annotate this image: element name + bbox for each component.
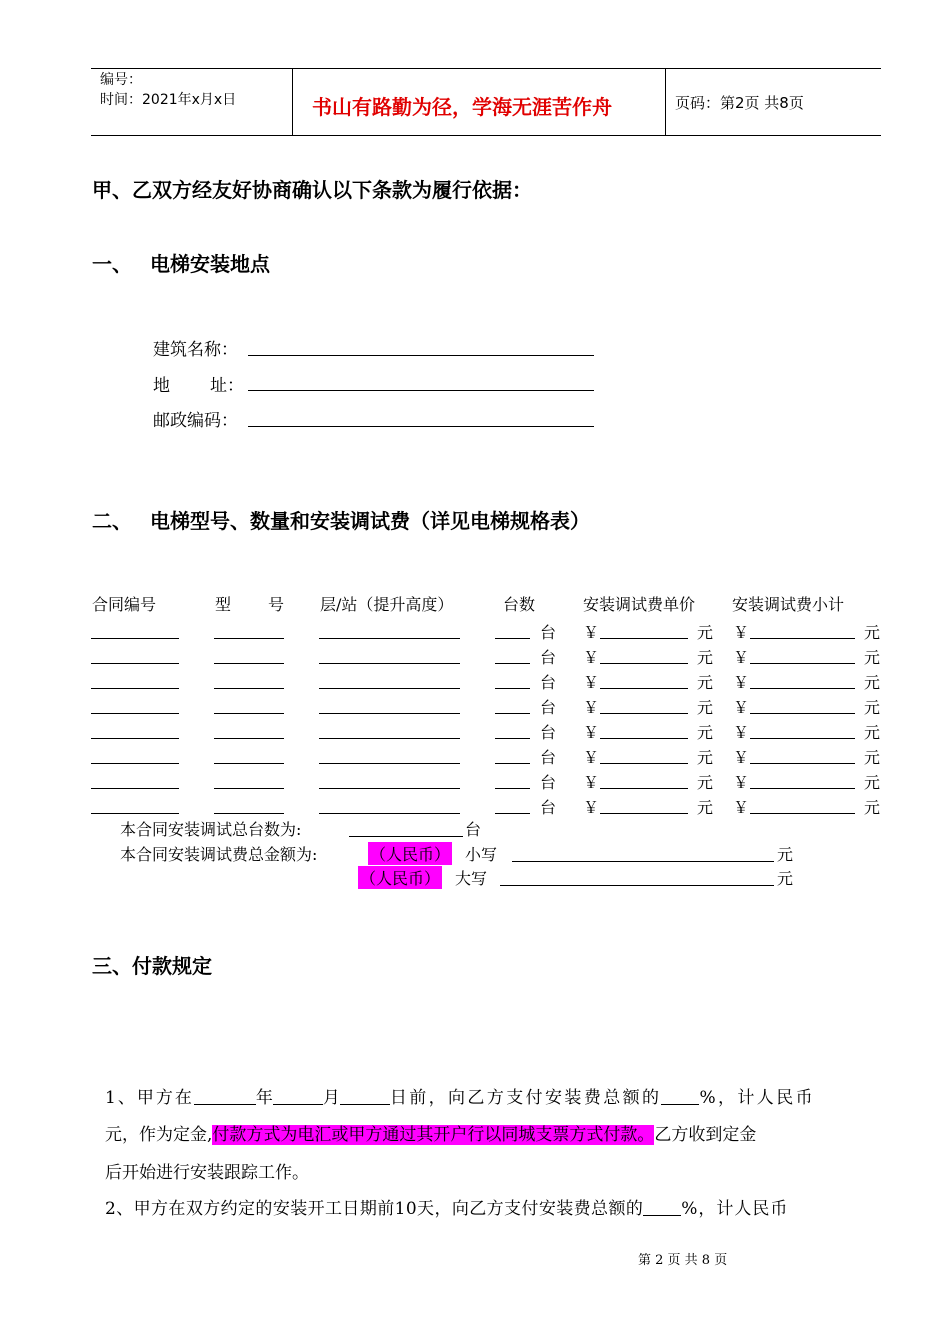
row-subtotal-yuan: 元 <box>864 723 881 742</box>
p1-text-c: 月 <box>322 1088 340 1108</box>
col-unit-price: 安装调试费单价 <box>583 595 696 614</box>
p1-line3: 后开始进行安装跟踪工作。 <box>105 1163 309 1183</box>
row-units-field[interactable] <box>495 813 530 814</box>
row-subtotal-field[interactable] <box>750 738 855 739</box>
p2-line1 <box>105 1191 788 1227</box>
row-model-field[interactable] <box>214 763 284 764</box>
row-price-currency: ￥ <box>583 798 600 817</box>
row-subtotal-yuan: 元 <box>864 648 881 667</box>
uppercase-yuan: 元 <box>777 869 794 888</box>
lowercase-yuan: 元 <box>777 845 794 864</box>
row-contract-no-field[interactable] <box>91 638 179 639</box>
row-price-yuan: 元 <box>697 698 714 717</box>
intro-text: 甲、乙双方经友好协商确认以下条款为履行依据： <box>92 178 532 202</box>
row-model-field[interactable] <box>214 813 284 814</box>
row-price-field[interactable] <box>600 813 688 814</box>
row-units-suffix: 台 <box>540 798 557 817</box>
row-price-yuan: 元 <box>697 648 714 667</box>
uppercase-amount-field[interactable] <box>500 885 774 886</box>
row-subtotal-yuan: 元 <box>864 673 881 692</box>
col-contract-no: 合同编号 <box>92 595 157 614</box>
row-units-suffix: 台 <box>540 748 557 767</box>
p1-line2-a: 元，作为定金, <box>105 1125 213 1145</box>
uppercase-label: 大写 <box>455 869 488 888</box>
row-subtotal-currency: ￥ <box>733 698 750 717</box>
row-units-suffix: 台 <box>540 698 557 717</box>
row-subtotal-yuan: 元 <box>864 748 881 767</box>
row-units-suffix: 台 <box>540 673 557 692</box>
p1-day-blank[interactable] <box>340 1086 390 1105</box>
row-floors-field[interactable] <box>319 688 460 689</box>
header-time-label: 时间：2021年x月x日 <box>100 92 237 108</box>
header-divider-right <box>665 68 666 136</box>
row-price-currency: ￥ <box>583 773 600 792</box>
row-units-suffix: 台 <box>540 623 557 642</box>
header-bottom-border <box>91 135 881 136</box>
row-price-yuan: 元 <box>697 748 714 767</box>
row-contract-no-field[interactable] <box>91 813 179 814</box>
lowercase-label: 小写 <box>465 845 498 864</box>
p1-text-a: 1、甲方在 <box>105 1088 194 1108</box>
row-floors-field[interactable] <box>319 663 460 664</box>
rmb-tag-uppercase: （人民币） <box>358 866 442 889</box>
row-contract-no-field[interactable] <box>91 788 179 789</box>
row-subtotal-currency: ￥ <box>733 798 750 817</box>
row-subtotal-field[interactable] <box>750 688 855 689</box>
p2-text-b: %，计人民币 <box>681 1199 789 1219</box>
row-price-yuan: 元 <box>697 723 714 742</box>
row-price-yuan: 元 <box>697 673 714 692</box>
row-units-suffix: 台 <box>540 773 557 792</box>
total-units-label: 本合同安装调试总台数为: <box>120 820 302 839</box>
row-contract-no-field[interactable] <box>91 713 179 714</box>
row-floors-field[interactable] <box>319 738 460 739</box>
building-name-field[interactable] <box>248 355 594 356</box>
section3-title: 三、付款规定 <box>92 954 212 978</box>
header-slogan: 书山有路勤为径，学海无涯苦作舟 <box>312 95 612 119</box>
row-price-currency: ￥ <box>583 698 600 717</box>
address-label-b: 址： <box>210 376 244 396</box>
postcode-field[interactable] <box>248 426 594 427</box>
section2-number: 二、 <box>92 509 132 533</box>
row-subtotal-yuan: 元 <box>864 623 881 642</box>
row-contract-no-field[interactable] <box>91 663 179 664</box>
row-subtotal-currency: ￥ <box>733 673 750 692</box>
lowercase-amount-field[interactable] <box>512 861 774 862</box>
row-subtotal-currency: ￥ <box>733 723 750 742</box>
header-top-border <box>91 68 881 69</box>
postcode-label: 邮政编码： <box>153 411 238 431</box>
row-units-field[interactable] <box>495 738 530 739</box>
row-subtotal-yuan: 元 <box>864 773 881 792</box>
p1-line2-b: 乙方收到定金 <box>654 1125 757 1145</box>
row-subtotal-currency: ￥ <box>733 748 750 767</box>
header-page-label: 页码：第2页 共8页 <box>675 94 804 112</box>
row-price-field[interactable] <box>600 763 688 764</box>
row-price-field[interactable] <box>600 688 688 689</box>
row-price-yuan: 元 <box>697 773 714 792</box>
row-contract-no-field[interactable] <box>91 738 179 739</box>
row-units-suffix: 台 <box>540 723 557 742</box>
row-price-currency: ￥ <box>583 748 600 767</box>
p2-percent-blank[interactable] <box>643 1197 681 1216</box>
row-price-currency: ￥ <box>583 723 600 742</box>
row-model-field[interactable] <box>214 638 284 639</box>
row-units-suffix: 台 <box>540 648 557 667</box>
row-subtotal-field[interactable] <box>750 813 855 814</box>
address-field[interactable] <box>248 390 594 391</box>
row-price-currency: ￥ <box>583 673 600 692</box>
building-name-label: 建筑名称： <box>153 340 238 360</box>
p2-text-a: 2、甲方在双方约定的安装开工日期前10天，向乙方支付安装费总额的 <box>105 1199 644 1219</box>
p1-text-d: 日前，向乙方支付安装费总额的 <box>389 1088 662 1108</box>
col-model-a: 型 <box>215 595 232 614</box>
row-price-currency: ￥ <box>583 648 600 667</box>
row-subtotal-field[interactable] <box>750 713 855 714</box>
row-price-yuan: 元 <box>697 623 714 642</box>
row-subtotal-yuan: 元 <box>864 698 881 717</box>
row-subtotal-currency: ￥ <box>733 623 750 642</box>
col-subtotal: 安装调试费小计 <box>732 595 845 614</box>
row-subtotal-field[interactable] <box>750 763 855 764</box>
row-subtotal-field[interactable] <box>750 788 855 789</box>
section1-title: 电梯安装地点 <box>150 252 270 276</box>
row-units-field[interactable] <box>495 788 530 789</box>
col-units: 台数 <box>503 595 536 614</box>
p1-line1 <box>105 1080 881 1116</box>
p1-month-blank[interactable] <box>273 1086 323 1105</box>
row-units-field[interactable] <box>495 688 530 689</box>
row-price-field[interactable] <box>600 713 688 714</box>
row-contract-no-field[interactable] <box>91 688 179 689</box>
p1-line2 <box>105 1117 756 1153</box>
row-model-field[interactable] <box>214 688 284 689</box>
row-floors-field[interactable] <box>319 813 460 814</box>
row-price-field[interactable] <box>600 638 688 639</box>
row-price-yuan: 元 <box>697 798 714 817</box>
row-units-field[interactable] <box>495 713 530 714</box>
section1-number: 一、 <box>92 252 132 276</box>
row-units-field[interactable] <box>495 763 530 764</box>
p1-text-b: 年 <box>255 1088 273 1108</box>
p1-text-e: %，计人民币 <box>699 1088 815 1108</box>
row-subtotal-yuan: 元 <box>864 798 881 817</box>
row-units-field[interactable] <box>495 663 530 664</box>
row-price-field[interactable] <box>600 788 688 789</box>
total-units-suffix: 台 <box>465 820 482 839</box>
row-subtotal-currency: ￥ <box>733 648 750 667</box>
row-price-field[interactable] <box>600 738 688 739</box>
page-footer: 第 2 页 共 8 页 <box>638 1253 728 1268</box>
row-model-field[interactable] <box>214 738 284 739</box>
row-model-field[interactable] <box>214 713 284 714</box>
col-model-b: 号 <box>268 595 285 614</box>
row-subtotal-field[interactable] <box>750 638 855 639</box>
row-units-field[interactable] <box>495 638 530 639</box>
total-amount-label: 本合同安装调试费总金额为: <box>120 845 318 864</box>
row-subtotal-field[interactable] <box>750 663 855 664</box>
p1-percent-blank[interactable] <box>661 1086 699 1105</box>
header-number-label: 编号： <box>100 72 142 88</box>
row-price-field[interactable] <box>600 663 688 664</box>
p1-year-blank[interactable] <box>194 1086 256 1105</box>
row-subtotal-currency: ￥ <box>733 773 750 792</box>
rmb-tag-lowercase: （人民币） <box>368 842 452 865</box>
row-contract-no-field[interactable] <box>91 763 179 764</box>
row-floors-field[interactable] <box>319 713 460 714</box>
p1-line2-highlight: 付款方式为电汇或甲方通过其开户行以同城支票方式付款。 <box>212 1125 655 1145</box>
address-label-a: 地 <box>153 376 170 396</box>
section2-title: 电梯型号、数量和安装调试费（详见电梯规格表） <box>150 509 590 533</box>
row-floors-field[interactable] <box>319 788 460 789</box>
col-floors: 层/站（提升高度） <box>320 595 454 614</box>
row-model-field[interactable] <box>214 663 284 664</box>
total-units-field[interactable] <box>349 836 463 837</box>
row-floors-field[interactable] <box>319 763 460 764</box>
row-price-currency: ￥ <box>583 623 600 642</box>
row-model-field[interactable] <box>214 788 284 789</box>
row-floors-field[interactable] <box>319 638 460 639</box>
header-divider-left <box>292 68 293 136</box>
